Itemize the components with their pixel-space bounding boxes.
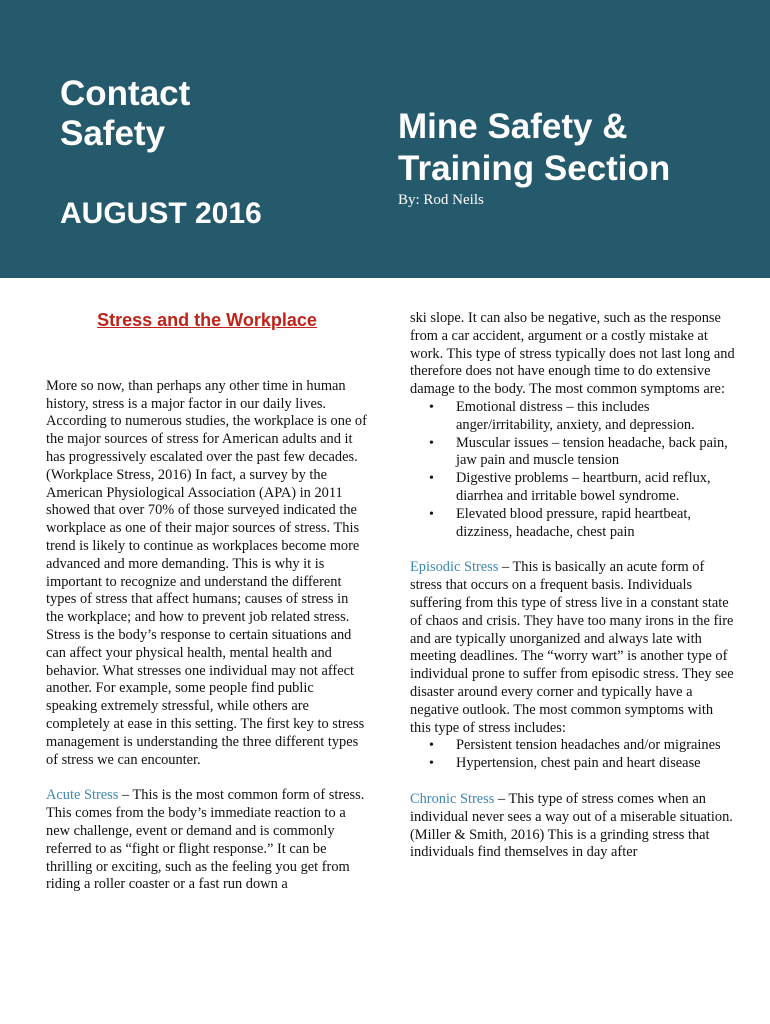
- acute-stress-continued: ski slope. It can also be negative, such as the response from a car accident, argument or a costly mistake at work. This type of stress typically does not last long and therefore does not have enough time to do extensive damage to the body. The most common symptoms are:: [410, 310, 735, 398]
- chronic-stress-term: Chronic Stress: [410, 790, 495, 807]
- newsletter-title-line2: Safety: [60, 114, 166, 153]
- section-title-line2: Training Section: [398, 149, 671, 188]
- list-item: • Digestive problems – heartburn, acid reflux, diarrhea and irritable bowel syndrome.: [456, 470, 735, 506]
- chronic-stress-text: – This type of stress comes when an individual never sees a way out of a miserable situation. (Miller & Smith, 2016) This is a grinding stress that individuals find themselves in day after: [410, 790, 733, 861]
- acute-stress-paragraph: [46, 787, 368, 894]
- section-title-line1: Mine Safety &: [398, 107, 628, 146]
- issue-date: AUGUST 2016: [60, 197, 262, 230]
- newsletter-title-line1: Contact: [60, 74, 191, 113]
- article-title: Stress and the Workplace: [97, 310, 317, 330]
- episodic-stress-paragraph: [410, 559, 735, 737]
- newsletter-title: [60, 74, 190, 154]
- episodic-stress-text: – This is basically an acute form of stress that occurs on a frequent basis. Individuals suffering from this type of stress live in a constant state of chaos and crisis. They have too many irons in the fire and are typically unorganized and always late with meeting deadlines. The “worry wart” is another type of individual prone to suffer from episodic stress. They see disaster around every corner and typically have a negative outlook. The most common symptoms with this type of stress includes:: [410, 559, 734, 736]
- acute-stress-text: – This is the most common form of stress. This comes from the body’s immediate reaction to a new challenge, event or demand and is commonly referred to as “fight or flight response.” It can be thrilling or exciting, such as the feeling you get from riding a roller coaster or a fast run down a: [46, 787, 365, 893]
- episodic-symptoms-list: [410, 737, 735, 773]
- acute-symptoms-list: [410, 399, 735, 541]
- acute-stress-term: Acute Stress: [46, 787, 119, 804]
- byline: By: Rod Neils: [398, 192, 484, 208]
- list-item: • Emotional distress – this includes anger/irritability, anxiety, and depression.: [456, 399, 735, 435]
- header-banner: [0, 0, 770, 278]
- episodic-stress-term: Episodic Stress: [410, 559, 499, 576]
- intro-paragraph: More so now, than perhaps any other time in human history, stress is a major factor in our daily lives. According to numerous studies, the workplace is one of the major sources of stress for American adults and it has progressively escalated over the past few decades. (Workplace Stress, 2016) In fact, a survey by the American Physiological Association (APA) in 2011 showed that over 70% of those surveyed indicated the workplace as one of their major sources of stress. This trend is likely to continue as workplaces become more advanced and more demanding. This is why it is important to recognize and understand the different types of stress that affect humans; causes of stress in the workplace; and how to prevent job related stress. Stress is the body’s response to certain situations and can affect your physical health, mental health and behavior. What stresses one individual may not affect another. For example, some people find public speaking extremely stressful, while others are completely at ease in this setting. The first key to stress management is understanding the three different types of stress we can encounter.: [46, 377, 367, 768]
- list-item: • Persistent tension headaches and/or migraines: [456, 737, 735, 755]
- section-title: [398, 106, 670, 190]
- list-item: • Elevated blood pressure, rapid heartbeat, dizziness, headache, chest pain: [456, 506, 735, 542]
- list-item: • Muscular issues – tension headache, back pain, jaw pain and muscle tension: [456, 435, 735, 471]
- right-column: [410, 310, 735, 862]
- list-item: • Hypertension, chest pain and heart disease: [456, 755, 735, 773]
- left-column: [46, 300, 368, 894]
- chronic-stress-paragraph: [410, 791, 735, 862]
